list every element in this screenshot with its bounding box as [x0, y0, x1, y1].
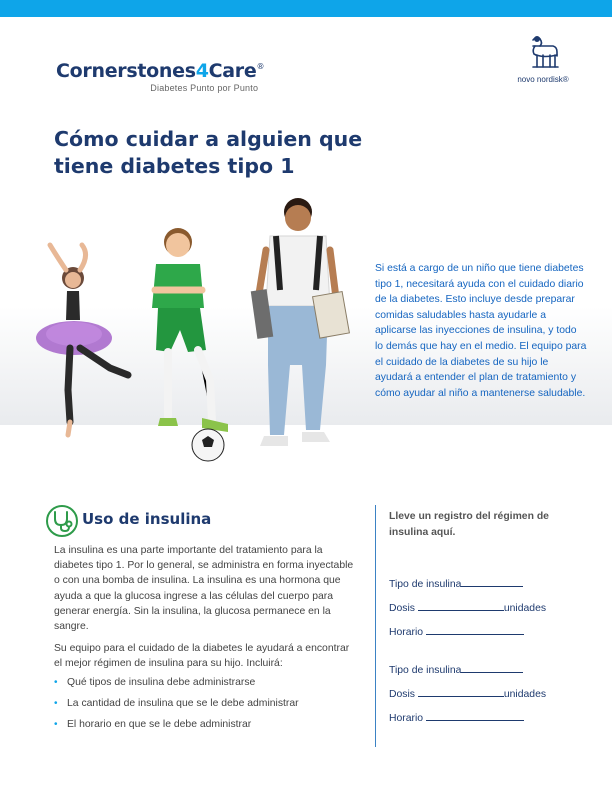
- intro-paragraph: Si está a cargo de un niño que tiene diabetes tipo 1, necesitará ayuda con el cuidado diario de la diabetes. Esto incluye desde preparar comidas saludables hasta ayudarle a aplicarse las inyecciones de insulina, y todo lo demás que hay en el medio. El equipo para el cuidado de la diabetes de su hijo le ayudará a entender el plan de tratamiento y cómo ayudar al niño a mantenerse saludable.: [375, 263, 587, 399]
- field-label: Horario: [389, 627, 424, 638]
- logo-prefix: Cornerstones: [56, 60, 196, 82]
- insulin-paragraph-1: La insulina es una parte importante del tratamiento para la diabetes tipo 1. Por lo general, se administra en forma inyectable o con una bomba de insulina. La insulina es una hormona que ayuda a que la glucosa ingrese a las células del cuerpo para generar energía. Sin la insulina, la glucosa permanece en la sangre.: [54, 545, 354, 633]
- bullet-glyph: •: [54, 698, 58, 709]
- page-title-line-1: Cómo cuidar a alguien que: [54, 127, 363, 151]
- list-item: [54, 697, 359, 710]
- logo-four: 4: [195, 60, 209, 82]
- logo-suffix: Care: [208, 60, 257, 82]
- top-accent-bar: [0, 0, 612, 17]
- insulin-type-field-1[interactable]: [389, 576, 523, 590]
- field-label: Dosis: [389, 689, 415, 700]
- fill-in-line[interactable]: [426, 624, 524, 635]
- dose-field-1[interactable]: [389, 600, 546, 614]
- page-title: [54, 126, 394, 180]
- time-field-1[interactable]: [389, 624, 524, 638]
- log-title: Lleve un registro del régimen de insulina aquí.: [389, 511, 549, 538]
- bullet-glyph: •: [54, 677, 58, 688]
- fill-in-line[interactable]: [418, 686, 504, 697]
- novo-nordisk-logo: [506, 34, 580, 84]
- fill-in-line[interactable]: [461, 576, 523, 587]
- logo-wordmark: [56, 60, 264, 82]
- children-photo: [30, 190, 350, 470]
- dose-unit-label: unidades: [503, 603, 547, 614]
- fill-in-line[interactable]: [426, 710, 524, 721]
- fill-in-line[interactable]: [461, 662, 523, 673]
- list-item-text: La cantidad de insulina que se le debe administrar: [67, 698, 299, 709]
- insulin-regimen-list: [54, 676, 359, 739]
- field-label: Dosis: [389, 603, 415, 614]
- novo-nordisk-wordmark: novo nordisk®: [517, 75, 569, 84]
- list-item-text: Qué tipos de insulina debe administrarse: [67, 677, 256, 688]
- fill-in-line[interactable]: [418, 600, 504, 611]
- logo-registered-mark: ®: [256, 62, 265, 71]
- dose-unit-label: unidades: [503, 689, 547, 700]
- list-item-text: El horario en que se le debe administrar: [67, 719, 252, 730]
- list-item: [54, 718, 359, 731]
- list-item: [54, 676, 359, 689]
- field-label: Tipo de insulina: [389, 579, 462, 590]
- field-label: Horario: [389, 713, 424, 724]
- bullet-glyph: •: [54, 719, 58, 730]
- logo-tagline: Diabetes Punto por Punto: [150, 83, 259, 93]
- insulin-type-field-2[interactable]: [389, 662, 523, 676]
- boy-soccer-figure: [152, 228, 228, 461]
- time-field-2[interactable]: [389, 710, 524, 724]
- column-divider: [375, 505, 376, 747]
- section-title: Uso de insulina: [82, 510, 212, 528]
- cornerstones4care-logo: [56, 60, 264, 93]
- dose-field-2[interactable]: [389, 686, 546, 700]
- teen-boy-figure: [251, 198, 350, 446]
- girl-dancer-figure: [36, 245, 128, 435]
- page-title-line-2: tiene diabetes tipo 1: [54, 154, 295, 178]
- field-label: Tipo de insulina: [389, 665, 462, 676]
- stethoscope-icon: [46, 505, 78, 542]
- insulin-paragraph-2: Su equipo para el cuidado de la diabetes le ayudará a encontrar el mejor régimen de insulina para su hijo. Incluirá:: [54, 643, 350, 670]
- apis-bull-icon: [523, 34, 563, 70]
